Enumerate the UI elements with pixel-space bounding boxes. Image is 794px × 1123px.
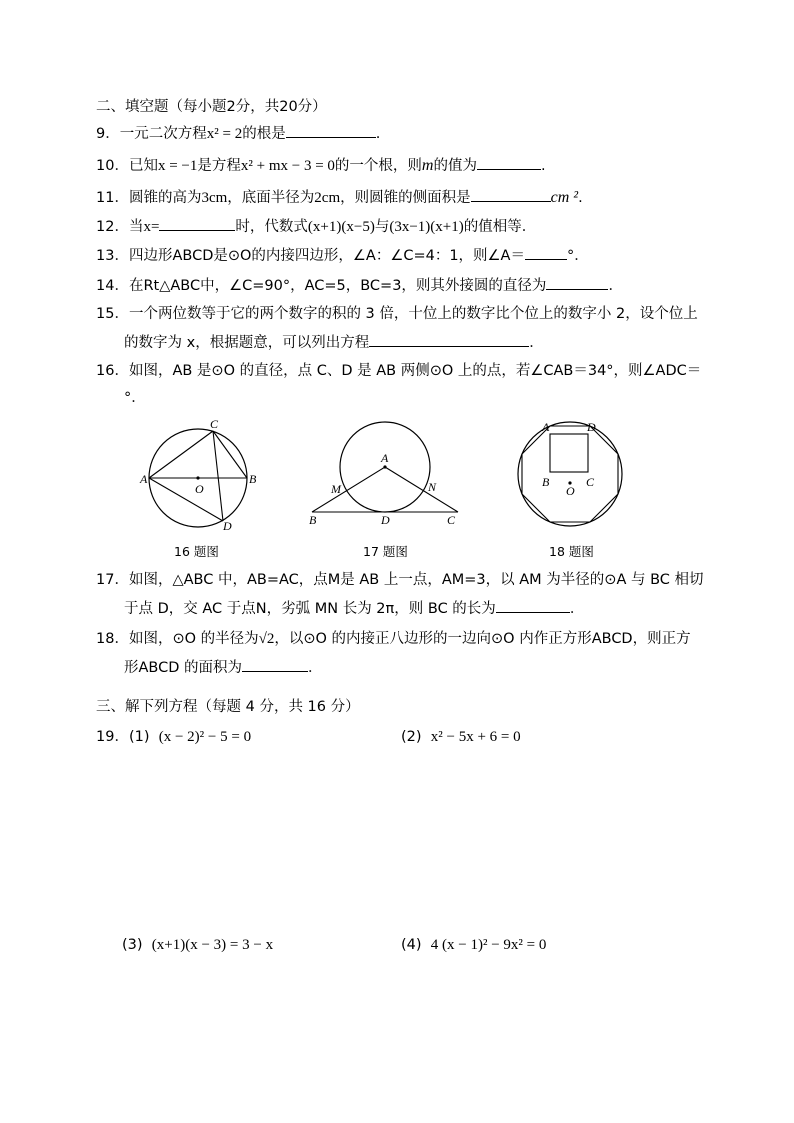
question-11: 11．圆锥的高为3cm，底面半径为2cm，则圆锥的侧面积是 cm ². <box>96 189 583 206</box>
label-m: M <box>331 482 341 496</box>
question-16: 16．如图，AB 是⊙O 的直径，点 C、D 是 AB 两侧⊙O 上的点，若∠CAB＝34°，则∠ADC＝ <box>96 363 702 379</box>
label-a: A <box>381 451 389 465</box>
part-3-label: (3) <box>122 937 143 953</box>
label-a: A <box>140 472 148 486</box>
label-c: C <box>586 475 595 489</box>
part-4-label: (4) <box>401 937 422 953</box>
question-number: 15． <box>96 306 129 322</box>
question-10: 10．已知x = −1是方程x² + mx − 3 = 0的一个根，则m的值为 . <box>96 157 546 174</box>
question-number: 13． <box>96 248 129 264</box>
figure-18-caption: 18 题图 <box>549 544 594 559</box>
question-13: 13．四边形ABCD是⊙O的内接四边形，∠A：∠C=4：1，则∠A＝ °． <box>96 245 589 266</box>
question-number: 19． <box>96 729 129 745</box>
part-2-label: (2) <box>401 729 422 745</box>
part-1-label: (1) <box>128 729 150 745</box>
part-1-equation: (x − 2)² − 5 = 0 <box>158 729 252 745</box>
question-17: 17．如图，△ABC 中，AB=AC，点M是 AB 上一点，AM=3，以 AM 为半径的⊙A 与 BC 相切 <box>96 572 704 588</box>
question-9: 9．一元二次方程x² = 2的根是 . <box>96 123 380 144</box>
question-number: 12． <box>96 219 129 235</box>
label-c: C <box>210 417 219 431</box>
label-b: B <box>309 513 317 527</box>
question-number: 14． <box>96 278 129 294</box>
answer-blank[interactable] <box>496 598 570 613</box>
label-o: O <box>566 484 575 498</box>
label-o: O <box>195 482 204 496</box>
question-14: 14．在Rt△ABC中，∠C=90°，AC=5，BC=3，则其外接圆的直径为 ． <box>96 275 623 296</box>
equation: x² + mx − 3 = 0 <box>240 158 335 174</box>
question-number: 10． <box>96 158 129 174</box>
question-19-part-4 <box>401 935 546 955</box>
label-d: D <box>587 420 596 434</box>
part-2-equation: x² − 5x + 6 = 0 <box>430 729 521 745</box>
radius-value: √2 <box>258 631 275 647</box>
question-18-line-2: 形ABCD 的面积为 ． <box>124 657 323 678</box>
question-15: 15．一个两位数等于它的两个数字的积的 3 倍，十位上的数字比个位上的数字小 2，设个位上 <box>96 306 698 322</box>
question-16-line-2: °． <box>124 390 146 406</box>
question-12: 12．当x= 时，代数式(x+1)(x−5)与(3x−1)(x+1)的值相等． <box>96 216 536 237</box>
regular-octagon <box>522 426 618 522</box>
question-number: 9． <box>96 126 120 142</box>
question-19-part-3 <box>122 935 273 955</box>
label-d: D <box>223 519 232 533</box>
label-a: A <box>542 420 550 434</box>
label-b: B <box>249 472 257 486</box>
label-d: D <box>381 513 390 527</box>
figure-17-caption: 17 题图 <box>363 544 408 559</box>
label-c: C <box>447 513 456 527</box>
square-abcd <box>550 434 588 472</box>
label-b: B <box>542 475 550 489</box>
question-number: 18． <box>96 631 129 647</box>
label-n: N <box>428 480 437 494</box>
figure-16-caption: 16 题图 <box>174 544 219 559</box>
circle-o <box>518 422 622 526</box>
question-18: 18．如图，⊙O 的半径为√2，以⊙O 的内接正八边形的一边向⊙O 内作正方形ABCD，则正方 <box>96 631 691 647</box>
question-17-line-2: 于点 D，交 AC 于点N，劣弧 MN 长为 2π，则 BC 的长为 ． <box>124 598 584 619</box>
section-3-title: 三、解下列方程（每题 4 分，共 16 分） <box>96 699 360 715</box>
question-number: 11． <box>96 190 129 206</box>
answer-blank[interactable] <box>242 657 308 672</box>
equation: x² = 2 <box>206 126 243 142</box>
section-2-title: 二、填空题（每小题2分，共20分） <box>96 99 327 115</box>
question-number: 16． <box>96 363 129 379</box>
question-number: 17． <box>96 572 129 588</box>
question-15-line-2: 的数字为 x，根据题意，可以列出方程 ． <box>124 332 544 353</box>
question-19-part-2 <box>401 727 521 747</box>
question-19 <box>96 727 251 747</box>
part-4-equation: 4 (x − 1)² − 9x² = 0 <box>430 937 547 953</box>
part-3-equation: (x+1)(x − 3) = 3 − x <box>151 937 274 953</box>
